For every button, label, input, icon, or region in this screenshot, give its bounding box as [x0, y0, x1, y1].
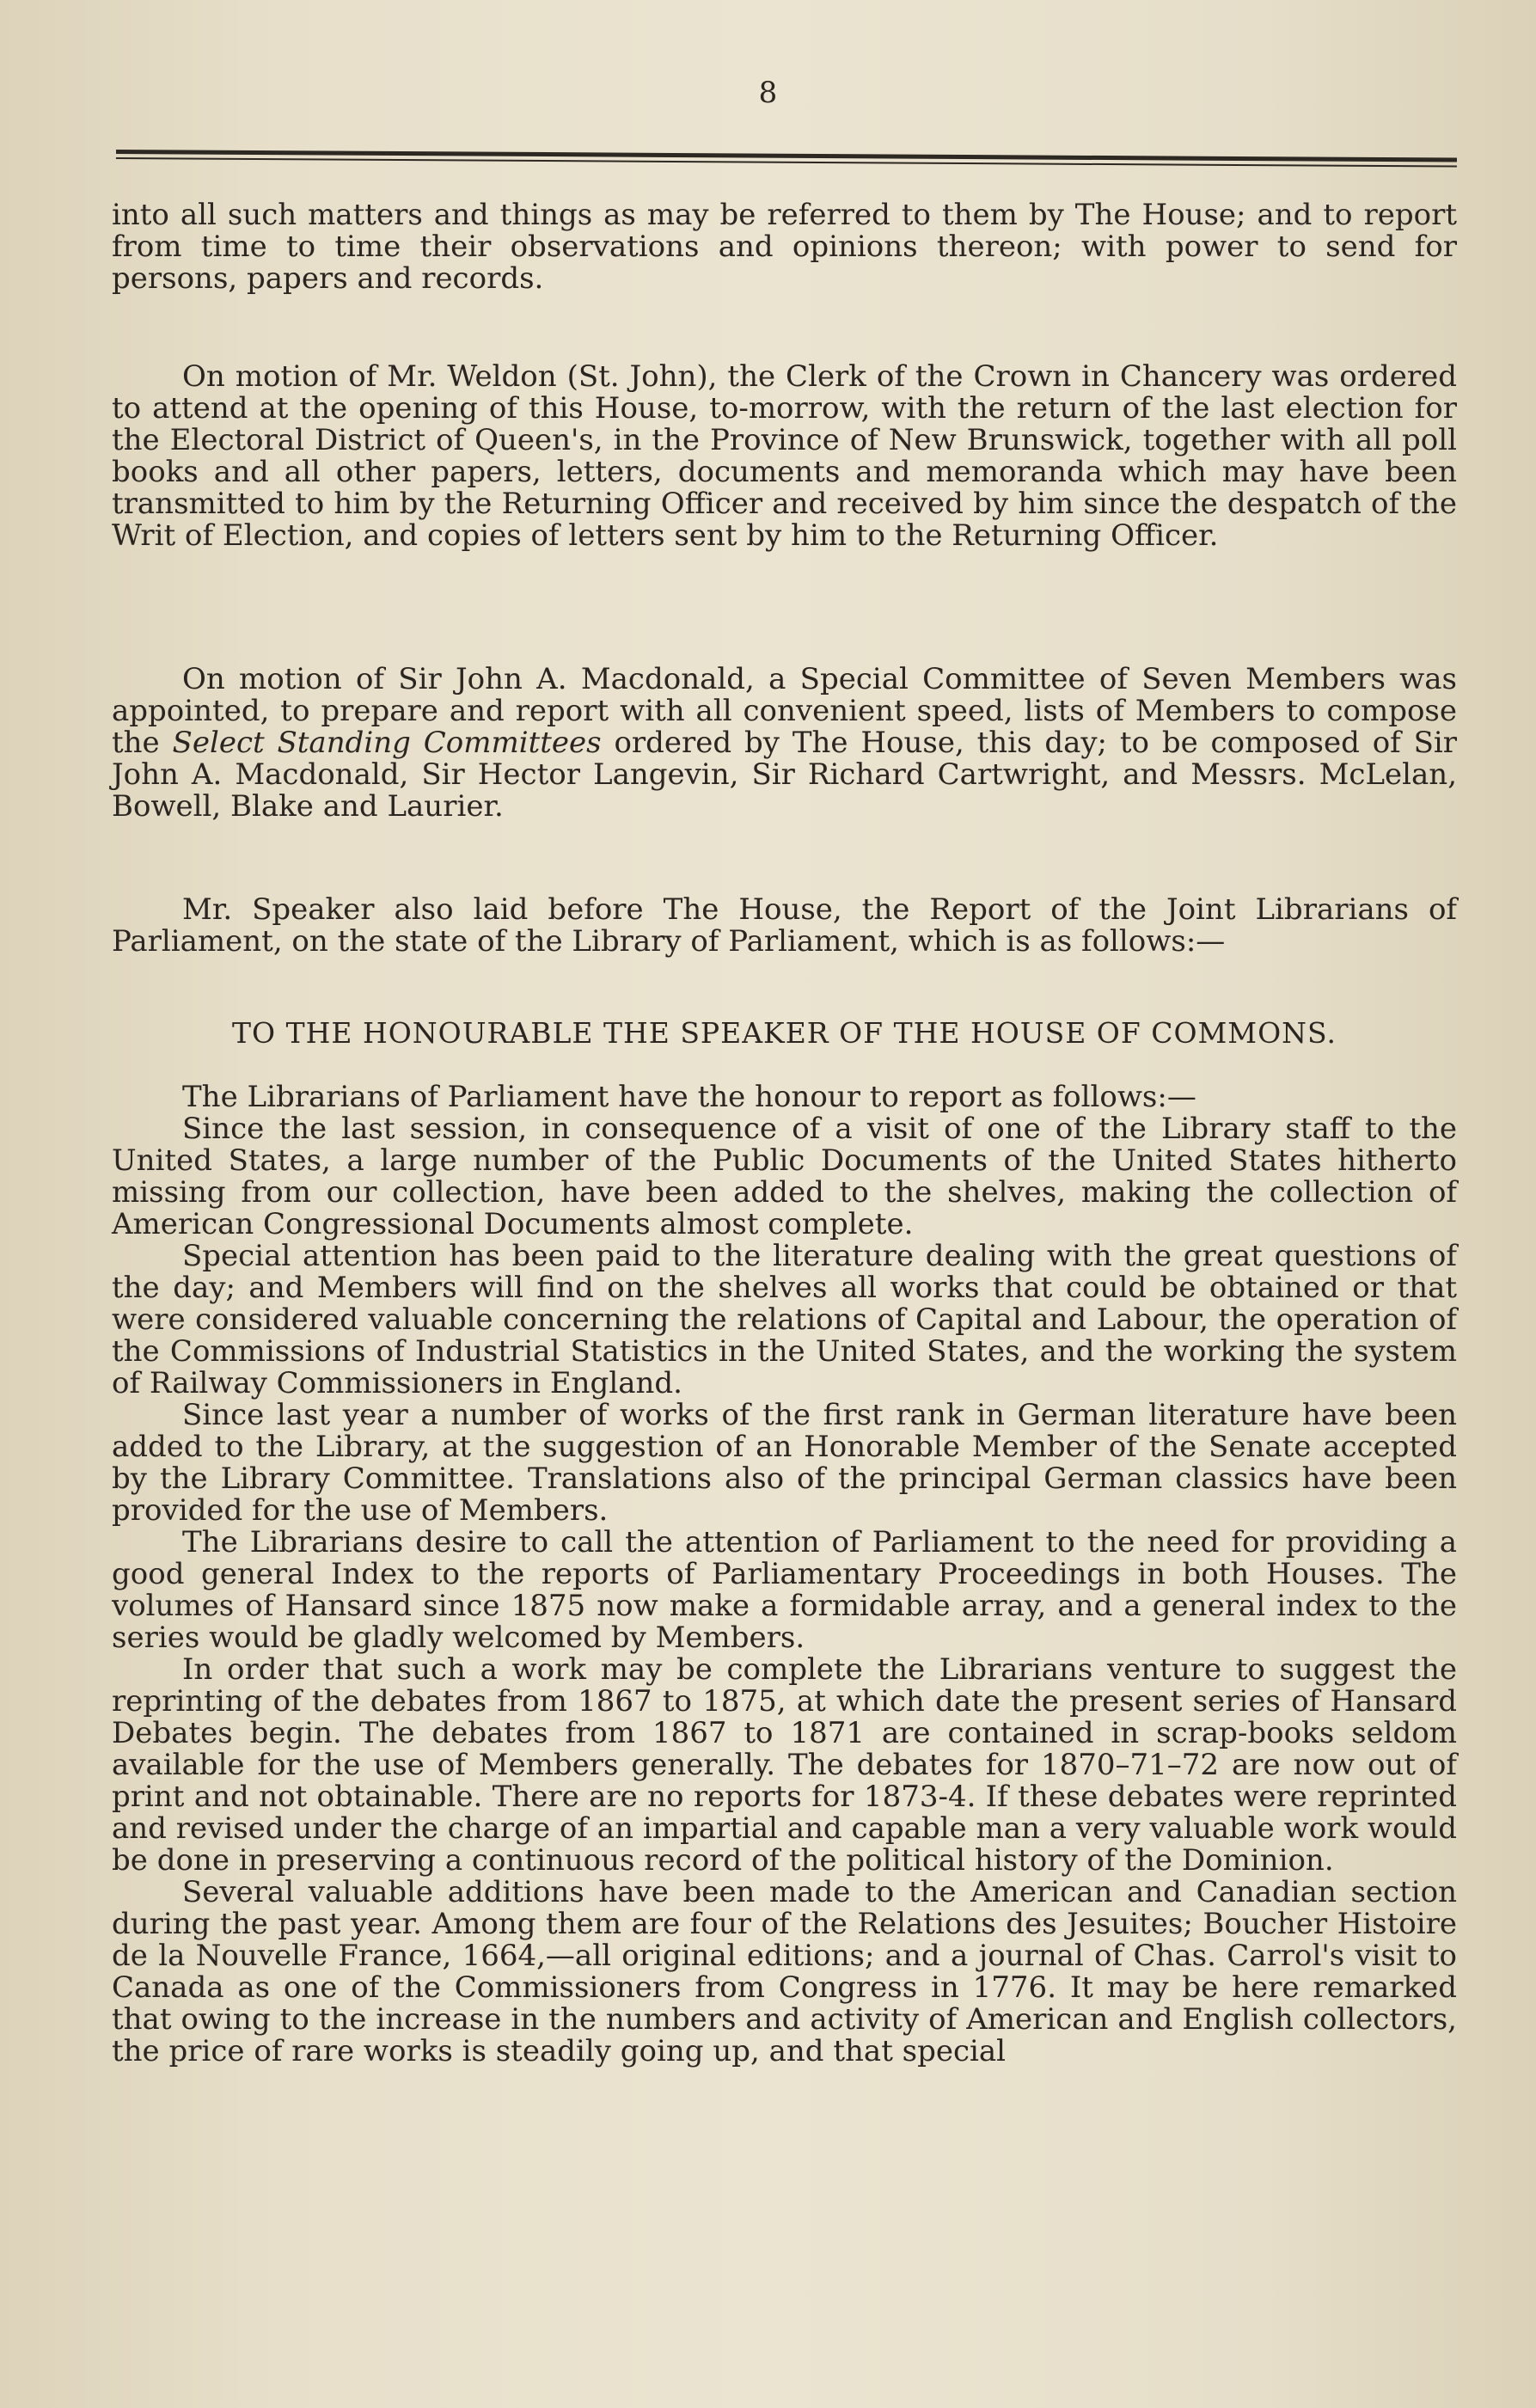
- paragraph-text: into all such matters and things as may be referred to them by The House; and to report from time to time their observations and opinions thereon; with power to send for persons, papers and records.: [112, 198, 1457, 296]
- report-heading: TO THE HONOURABLE THE SPEAKER OF THE HOUSE OF COMMONS.: [232, 1016, 1337, 1050]
- speaker-report-paragraph: [112, 894, 1457, 958]
- paragraph-text: Mr. Speaker also laid before The House, the Report of the Joint Librarians of Parliament, on the state of the Library of Parliament, which is as follows:—: [112, 892, 1457, 959]
- paragraph-text-part: On motion of Sir John A. Macdonald, a Special Committee of Seven Members was appointed, to prepare and report with all convenient speed, lists of Members to compose the: [112, 662, 1457, 760]
- report-paragraph: In order that such a work may be complete the Librarians venture to suggest the reprinting of the debates from 1867 to 1875, at which date the present series of Hansard Debates begin. The debates from 1867 to 1871 are contained in scrap-books seldom available for the use of Members generally. The debates for 1870–71–72 are now out of print and not obtainable. There are no reports for 1873-4. If these debates were reprinted and revised under the charge of an impartial and capable man a very valuable work would be done in preserving a continuous record of the political history of the Dominion.: [112, 1652, 1457, 1878]
- paragraph-text: [112, 664, 1457, 823]
- header-rule: [116, 146, 1457, 174]
- select-standing-committees-italic: Select Standing Committees: [172, 726, 602, 760]
- report-paragraph: The Librarians of Parliament have the honour to report as follows:—: [182, 1080, 1196, 1114]
- report-paragraph: The Librarians desire to call the attention of Parliament to the need for providing a good general Index to the reports of Parliamentary Proceedings in both Houses. The volumes of Hansard since 1875 now make a formidable array, and a general index to the series would be gladly welcomed by Members.: [112, 1525, 1457, 1655]
- paragraph-text: On motion of Mr. Weldon (St. John), the Clerk of the Crown in Chancery was ordered to attend at the opening of this House, to-morrow, with the return of the last election for the Electoral District of Queen's, in the Province of New Brunswick, together with all poll books and all other papers, letters, documents and memoranda which may have been transmitted to him by the Returning Officer and received by him since the despatch of the Writ of Election, and copies of letters sent by him to the Returning Officer.: [112, 359, 1457, 553]
- motion-weldon-paragraph: [112, 361, 1457, 552]
- report-paragraph: Since last year a number of works of the first rank in German literature have been added to the Library, at the suggestion of an Honorable Member of the Senate accepted by the Library Committee. Translations also of the principal German classics have been provided for the use of Members.: [112, 1398, 1457, 1528]
- continuation-paragraph: [112, 199, 1457, 295]
- report-paragraph: Several valuable additions have been made to the American and Canadian section during the past year. Among them are four of the Relations des Jesuites; Boucher Histoire de la Nouvelle France, 1664,—all original editions; and a journal of Chas. Carrol's visit to Canada as one of the Commissioners from Congress in 1776. It may be here remarked that owing to the increase in the numbers and activity of American and English collectors, the price of rare works is steadily going up, and that special: [112, 1875, 1457, 2068]
- report-body: [112, 1081, 1457, 2068]
- report-paragraph: Special attention has been paid to the literature dealing with the great questions of the day; and Members will find on the shelves all works that could be obtained or that were considered valuable concerning the relations of Capital and Labour, the operation of the Commissions of Industrial Statistics in the United States, and the working the system of Railway Commissioners in England.: [112, 1239, 1457, 1400]
- page-number: 8: [758, 76, 778, 110]
- paragraph-text-part: ordered by The House, this day; to be composed of Sir John A. Macdonald, Sir Hector Langevin, Sir Richard Cartwright, and Messrs. McLelan, Bowell, Blake and Laurier.: [112, 726, 1458, 824]
- motion-macdonald-paragraph: [112, 664, 1457, 823]
- report-paragraph: Since the last session, in consequence of a visit of one of the Library staff to the United States, a large number of the Public Documents of the United States hitherto missing from our collection, have been added to the shelves, making the collection of American Congressional Documents almost complete.: [112, 1112, 1457, 1241]
